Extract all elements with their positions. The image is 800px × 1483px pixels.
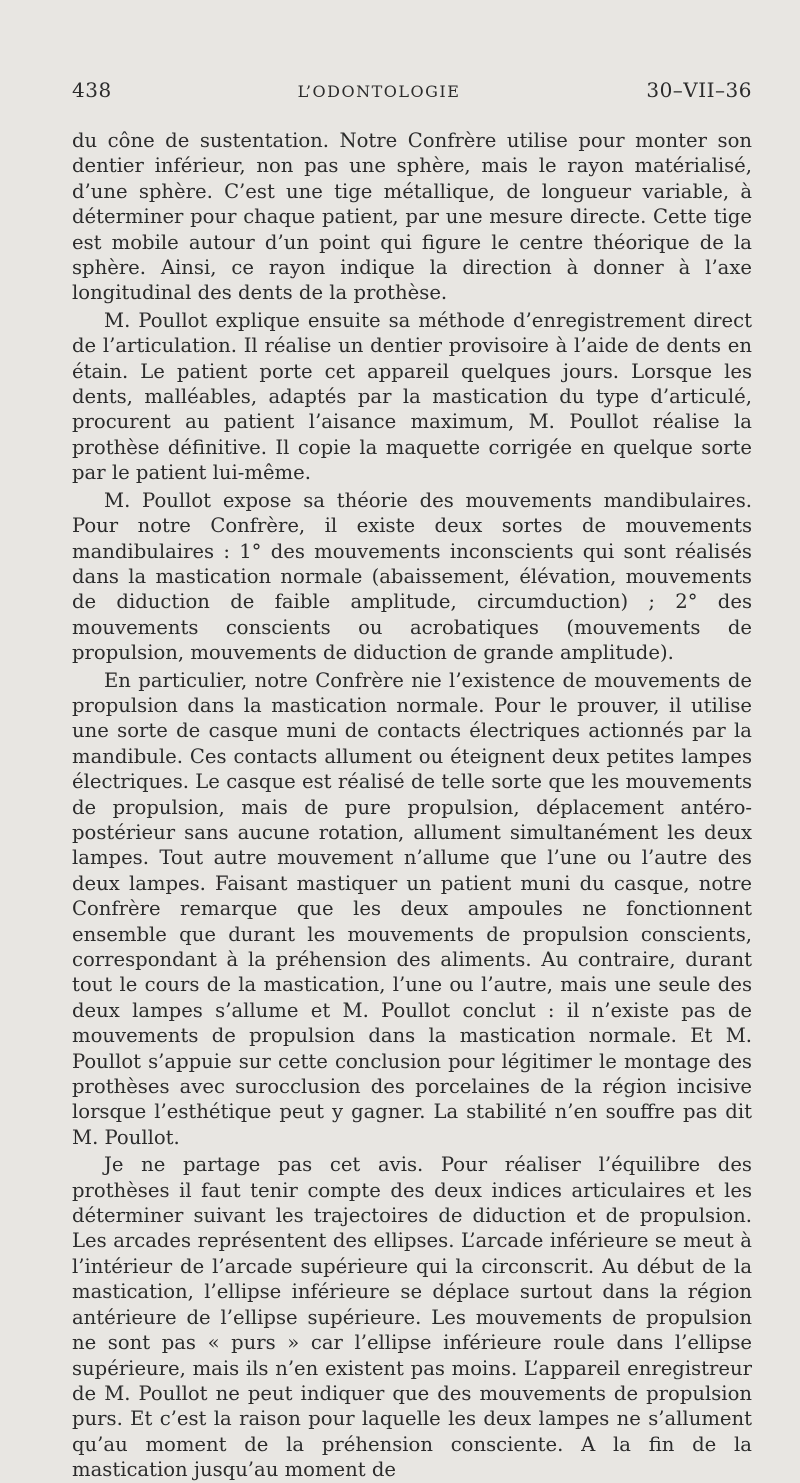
page-number: 438: [72, 78, 112, 102]
paragraph-5: Je ne partage pas cet avis. Pour réaliser l’équilibre des prothèses il faut tenir compte des deux indices articulaires et les déterminer suivant les trajectoires de diduction et de propulsion. Les arcades représentent des ellipses. L’arcade inférieure se meut à l’intérieur de l’arcade supérieure qui la circonscrit. Au début de la mastication, l’ellipse inférieure se déplace surtout dans la région antérieure de l’ellipse supérieure. Les mouvements de propulsion ne sont pas « purs » car l’ellipse inférieure roule dans l’ellipse supérieure, mais ils n’en existent pas moins. L’appareil enregistreur de M. Poullot ne peut indiquer que des mouvements de propulsion purs. Et c’est la raison pour laquelle les deux lampes ne s’allument qu’au moment de la préhension consciente. A la fin de la mastication jusqu’au moment de: [72, 1153, 752, 1482]
paragraph-4: En particulier, notre Confrère nie l’existence de mouvements de propulsion dans la mastication normale. Pour le prouver, il utilise une sorte de casque muni de contacts électriques actionnés par la mandibule. Ces contacts allument ou éteignent deux petites lampes électriques. Le casque est réalisé de telle sorte que les mouvements de propulsion, mais de pure propulsion, déplacement antéro-postérieur sans aucune rotation, allument simultanément les deux lampes. Tout autre mouvement n’allume que l’une ou l’autre des deux lampes. Faisant mastiquer un patient muni du casque, notre Confrère remarque que les deux ampoules ne fonctionnent ensemble que durant les mouvements de propulsion conscients, correspondant à la préhension des aliments. Au contraire, durant tout le cours de la mastication, l’une ou l’autre, mais une seule des deux lampes s’allume et M. Poullot conclut : il n’existe pas de mouvements de propulsion dans la mastication normale. Et M. Poullot s’appuie sur cette conclusion pour légitimer le montage des prothèses avec surocclusion des porcelaines de la région incisive lorsque l’esthétique peut y gagner. La stabilité n’en souffre pas dit M. Poullot.: [72, 668, 752, 1149]
page-body: [72, 128, 752, 1483]
running-header: [72, 78, 752, 102]
issue-date: 30–VII–36: [646, 78, 752, 102]
journal-title: L’ODONTOLOGIE: [297, 82, 461, 101]
paragraph-3: M. Poullot expose sa théorie des mouvements mandibulaires. Pour notre Confrère, il existe deux sortes de mouvements mandibulaires : 1° des mouvements inconscients qui sont réalisés dans la mastication normale (abaissement, élévation, mouvements de diduction de faible amplitude, circumduction) ; 2° des mouvements conscients ou acrobatiques (mouvements de propulsion, mouvements de diduction de grande amplitude).: [72, 488, 752, 665]
paragraph-2: M. Poullot explique ensuite sa méthode d’enregistrement direct de l’articulation. Il réalise un dentier provisoire à l’aide de dents en étain. Le patient porte cet appareil quelques jours. Lorsque les dents, malléables, adaptés par la mastication du type d’articulé, procurent au patient l’aisance maximum, M. Poullot réalise la prothèse définitive. Il copie la maquette corrigée en quelque sorte par le patient lui-même.: [72, 308, 752, 485]
paragraph-1: du cône de sustentation. Notre Confrère utilise pour monter son dentier inférieur, non pas une sphère, mais le rayon matérialisé, d’une sphère. C’est une tige métallique, de longueur variable, à déterminer pour chaque patient, par une mesure directe. Cette tige est mobile autour d’un point qui figure le centre théorique de la sphère. Ainsi, ce rayon indique la direction à donner à l’axe longitudinal des dents de la prothèse.: [72, 129, 752, 305]
